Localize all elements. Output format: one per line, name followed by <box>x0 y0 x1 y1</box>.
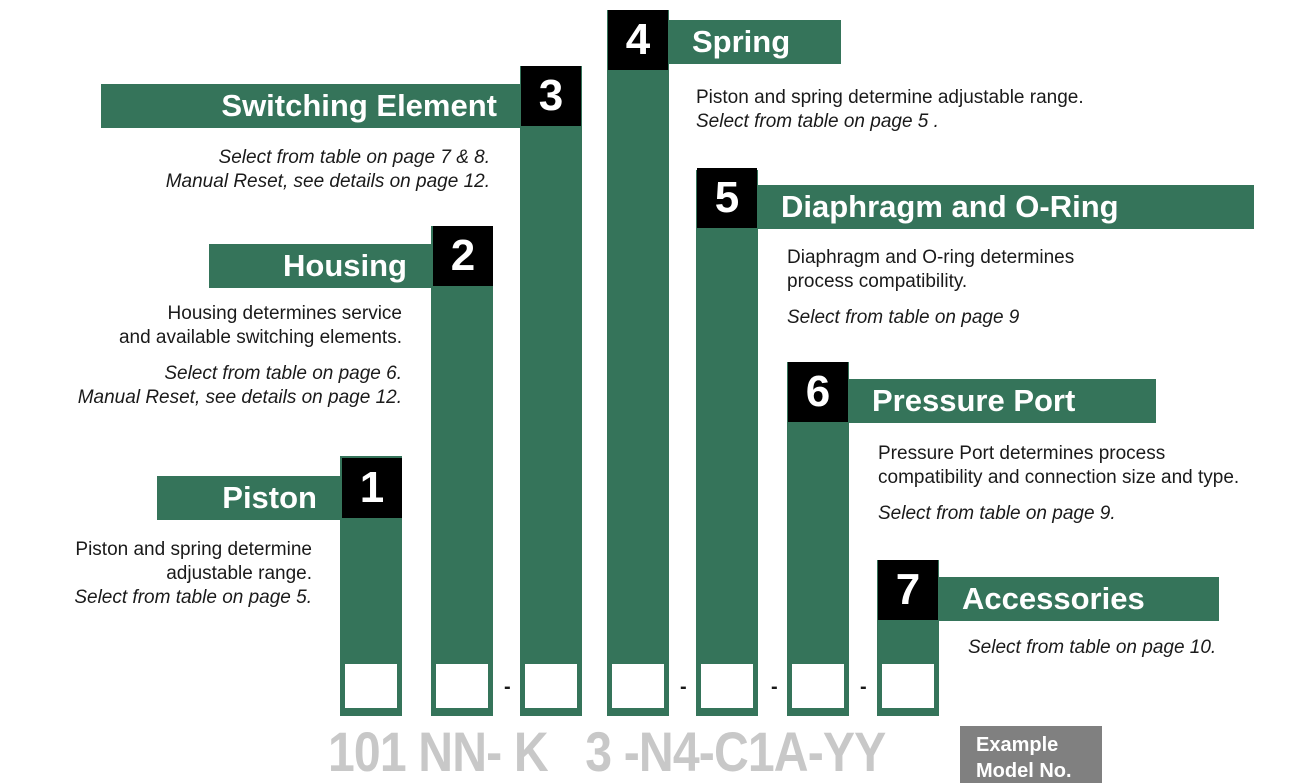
step-3-number: 3 <box>521 66 581 126</box>
step-1-description: Piston and spring determine adjustable range. Select from table on page 5. <box>74 539 312 608</box>
step-2-number: 2 <box>433 226 493 286</box>
step-3-title: Switching Element <box>101 84 523 128</box>
column-5 <box>696 170 758 716</box>
step-6-number: 6 <box>788 362 848 422</box>
example-model-number: 101 NN- K 3 -N4-C1A-YY <box>328 720 886 783</box>
example-label-line-1: Example <box>976 734 1059 756</box>
step-5-number: 5 <box>697 168 757 228</box>
column-3 <box>520 66 582 716</box>
step-6-title: Pressure Port <box>848 379 1156 423</box>
step-6-description: Pressure Port determines process compatibility and connection size and type. Select from table on page 9. <box>878 443 1240 524</box>
column-4 <box>607 10 669 716</box>
step-2-description: Housing determines service and available switching elements. Select from table on page 6. Manual Reset, see details on page 12. <box>77 303 402 408</box>
step-1-title: Piston <box>157 476 343 520</box>
code-box-7[interactable] <box>880 662 936 710</box>
step-7-title: Accessories <box>938 577 1219 621</box>
step-5-title: Diaphragm and O-Ring <box>757 185 1254 229</box>
code-box-5[interactable] <box>699 662 755 710</box>
code-box-3[interactable] <box>523 662 579 710</box>
separator-dash: - <box>504 676 511 698</box>
step-5-description: Diaphragm and O-ring determines process compatibility. Select from table on page 9 <box>787 247 1075 328</box>
separator-dash: - <box>680 676 687 698</box>
column-2 <box>431 226 493 716</box>
example-model-badge <box>960 726 1102 783</box>
step-4-number: 4 <box>608 10 668 70</box>
step-4-title: Spring <box>668 20 841 64</box>
code-box-6[interactable] <box>790 662 846 710</box>
code-box-2[interactable] <box>434 662 490 710</box>
step-3-description: Select from table on page 7 & 8. Manual Reset, see details on page 12. <box>165 147 490 192</box>
separator-dash: - <box>771 676 778 698</box>
step-2-title: Housing <box>209 244 433 288</box>
example-label-line-2: Model No. <box>976 760 1072 782</box>
separator-dash: - <box>860 676 867 698</box>
step-7-number: 7 <box>878 560 938 620</box>
step-4-description: Piston and spring determine adjustable range. Select from table on page 5 . <box>696 87 1084 132</box>
code-box-1[interactable] <box>343 662 399 710</box>
code-box-4[interactable] <box>610 662 666 710</box>
step-1-number: 1 <box>342 458 402 518</box>
step-7-description: Select from table on page 10. <box>968 637 1217 658</box>
